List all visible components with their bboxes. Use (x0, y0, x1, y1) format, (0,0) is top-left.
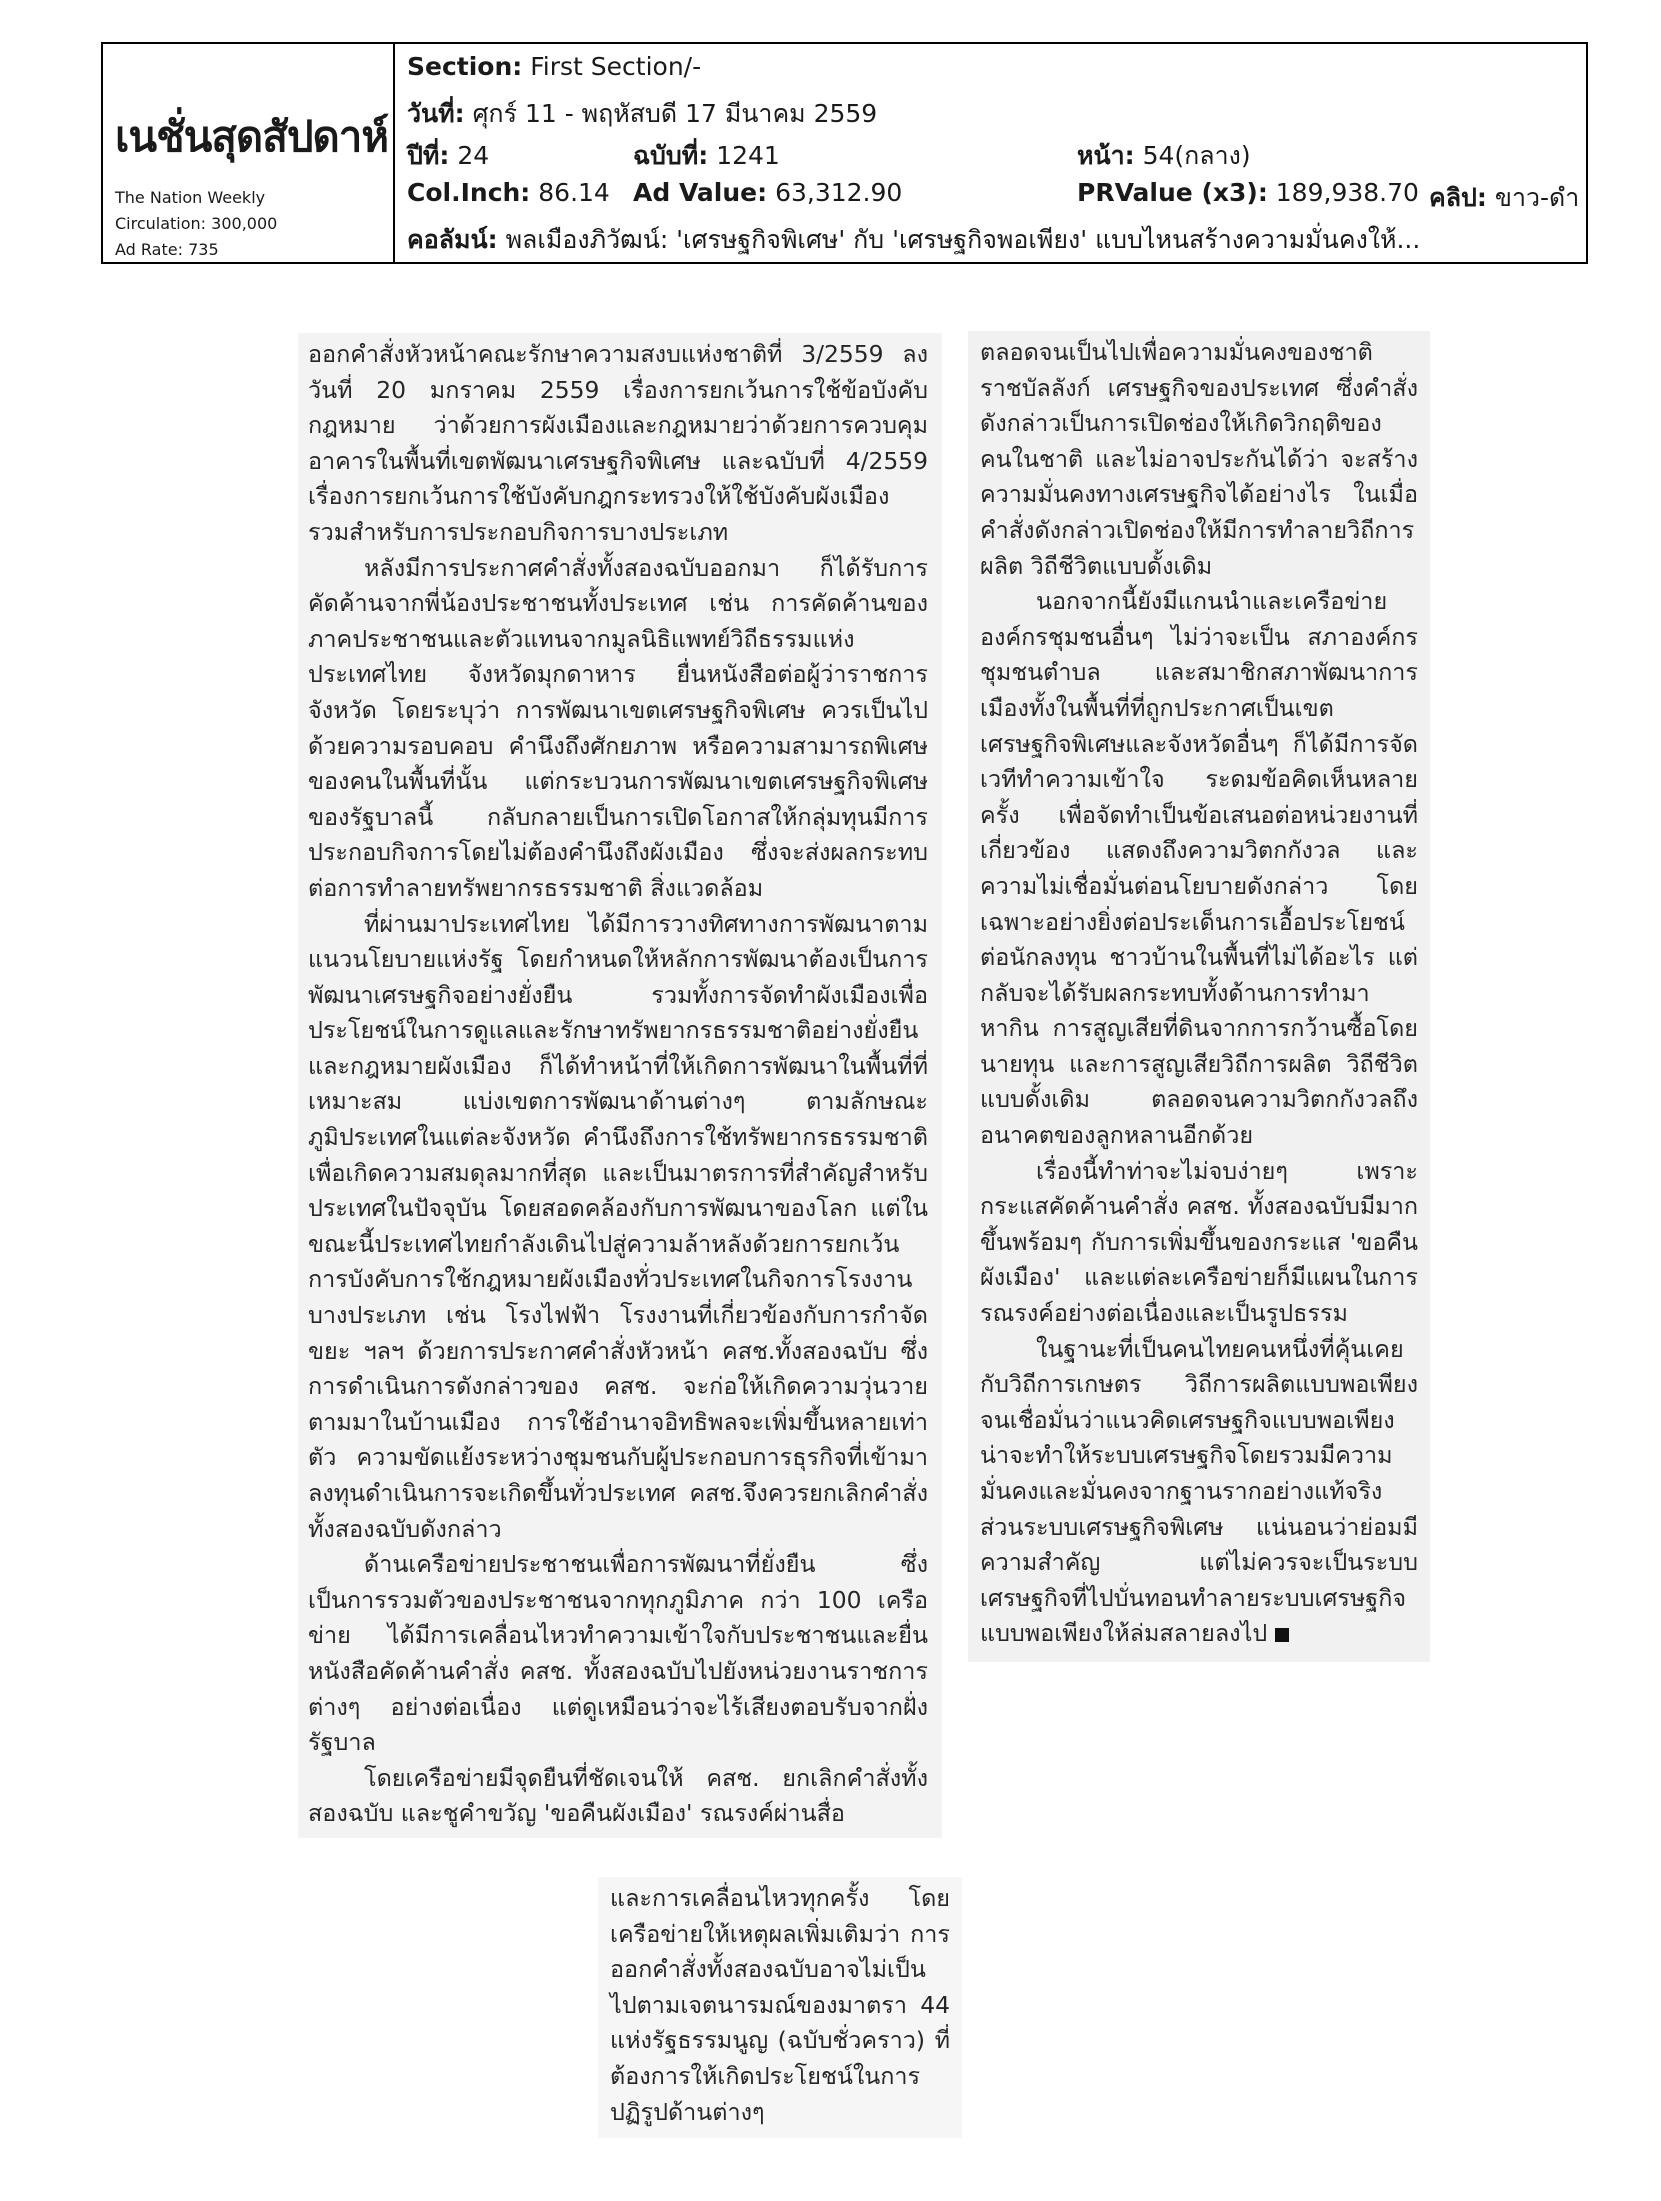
article-paragraph (980, 1332, 1418, 1652)
date-line (407, 94, 877, 134)
section-line (407, 52, 701, 81)
page-line (1077, 136, 1251, 176)
clip-line (1429, 178, 1579, 218)
circulation-value: 300,000 (211, 214, 278, 233)
column-value: พลเมืองภิวัฒน์: 'เศรษฐกิจพิเศษ' กับ 'เศรษฐกิจพอเพียง' แบบไหนสร้างความมั่นคงให้... (505, 225, 1421, 254)
colinch-label: Col.Inch: (407, 178, 531, 207)
advalue-line (633, 178, 902, 207)
issue-value: 1241 (716, 141, 780, 170)
article-column-1-continuation (598, 1877, 962, 2138)
column-line (407, 220, 1420, 260)
advalue-value: 63,312.90 (775, 178, 903, 207)
article-paragraph: นอกจากนี้ยังมีแกนนำและเครือข่ายองค์กรชุมชนอื่นๆ ไม่ว่าจะเป็น สภาองค์กรชุมชนตำบล และสมาชิกสภาพัฒนาการเมืองทั้งในพื้นที่ที่ถูกประกาศเป็นเขตเศรษฐกิจพิเศษและจังหวัดอื่นๆ ก็ได้มีการจัดเวทีทำความเข้าใจ ระดมข้อคิดเห็นหลายครั้ง เพื่อจัดทำเป็นข้อเสนอต่อหน่วยงานที่เกี่ยวข้อง แสดงถึงความวิตกกังวล และความไม่เชื่อมั่นต่อนโยบายดังกล่าว โดยเฉพาะอย่างยิ่งต่อประเด็นการเอื้อประโยชน์ต่อนักลงทุน ชาวบ้านในพื้นที่ไม่ได้อะไร แต่กลับจะได้รับผลกระทบทั้งด้านการทำมาหากิน การสูญเสียที่ดินจากการกว้านซื้อโดยนายทุน และการสูญเสียวิถีการผลิต วิถีชีวิตแบบดั้งเดิม ตลอดจนความวิตกกังวลถึงอนาคตของลูกหลานอีกด้วย (980, 587, 1418, 1150)
article-paragraph: ที่ผ่านมาประเทศไทย ได้มีการวางทิศทางการพัฒนาตามแนวนโยบายแห่งรัฐ โดยกำหนดให้หลักการพัฒนาต้องเป็นการพัฒนาเศรษฐกิจอย่างยั่งยืน รวมทั้งการจัดทำผังเมืองเพื่อประโยชน์ในการดูแลและรักษาทรัพยากรธรรมชาติอย่างยั่งยืน และกฎหมายผังเมือง ก็ได้ทำหน้าที่ให้เกิดการพัฒนาในพื้นที่ที่เหมาะสม แบ่งเขตการพัฒนาด้านต่างๆ ตามลักษณะภูมิประเทศในแต่ละจังหวัด คำนึงถึงการใช้ทรัพยากรธรรมชาติเพื่อเกิดความสมดุลมากที่สุด และเป็นมาตรการที่สำคัญสำหรับประเทศในปัจจุบัน โดยสอดคล้องกับการพัฒนาของโลก แต่ในขณะนี้ประเทศไทยกำลังเดินไปสู่ความล้าหลังด้วยการยกเว้นการบังคับการใช้กฎหมายผังเมืองทั่วประเทศในกิจการโรงงานบางประเภท เช่น โรงไฟฟ้า โรงงานที่เกี่ยวข้องกับการกำจัดขยะ ฯลฯ ด้วยการประกาศคำสั่งหัวหน้า คสช.ทั้งสองฉบับ ซึ่งการดำเนินการดังกล่าวของ คสช. จะก่อให้เกิดความวุ่นวายตามมาในบ้านเมือง การใช้อำนาจอิทธิพลจะเพิ่มขึ้นหลายเท่าตัว ความขัดแย้งระหว่างชุมชนกับผู้ประกอบการธุรกิจที่เข้ามาลงทุนดำเนินการจะเกิดขึ้นทั่วประเทศ คสช.จึงควรยกเลิกคำสั่งทั้งสองฉบับดังกล่าว (308, 909, 928, 1543)
publication-panel (103, 44, 395, 262)
prvalue-value: 189,938.70 (1275, 178, 1419, 207)
date-label: วันที่: (407, 99, 465, 128)
article-paragraph: โดยเครือข่ายมีจุดยืนที่ชัดเจนให้ คสช. ยกเลิกคำสั่งทั้งสองฉบับ และชูคำขวัญ 'ขอคืนผังเมือง' รณรงค์ผ่านสื่อ (308, 1763, 928, 1828)
ad-rate-label: Ad Rate: (115, 240, 183, 259)
article-column-1 (298, 333, 942, 1838)
date-value: ศุกร์ 11 - พฤหัสบดี 17 มีนาคม 2559 (472, 99, 878, 128)
article-column-2 (968, 331, 1430, 1662)
clip-label: คลิป: (1429, 183, 1487, 212)
article-paragraph: เรื่องนี้ทำท่าจะไม่จบง่ายๆ เพราะกระแสคัดค้านคำสั่ง คสช. ทั้งสองฉบับมีมากขึ้นพร้อมๆ กับการเพิ่มขึ้นของกระแส 'ขอคืนผังเมือง' และแต่ละเครือข่ายก็มีแผนในการรณรงค์อย่างต่อเนื่องและเป็นรูปธรรม (980, 1156, 1418, 1328)
clipping-metadata (407, 44, 1586, 262)
clipping-header (101, 42, 1588, 264)
clip-value: ขาว-ดำ (1494, 183, 1580, 212)
ad-rate (115, 240, 219, 259)
article-paragraph: และการเคลื่อนไหวทุกครั้ง โดยเครือข่ายให้เหตุผลเพิ่มเติมว่า การออกคำสั่งทั้งสองฉบับอาจไม่เป็นไปตามเจตนารมณ์ของมาตรา 44 แห่งรัฐธรรมนูญ (ฉบับชั่วคราว) ที่ต้องการให้เกิดประโยชน์ในการปฏิรูปด้านต่างๆ (610, 1884, 950, 2126)
publication-english-name: The Nation Weekly (115, 188, 266, 207)
article-paragraph: หลังมีการประกาศคำสั่งทั้งสองฉบับออกมา ก็ได้รับการคัดค้านจากพี่น้องประชาชนทั้งประเทศ เช่น การคัดค้านของภาคประชาชนและตัวแทนจากมูลนิธิแพทย์วิถีธรรมแห่งประเทศไทย จังหวัดมุกดาหาร ยื่นหนังสือต่อผู้ว่าราชการจังหวัด โดยระบุว่า การพัฒนาเขตเศรษฐกิจพิเศษ ควรเป็นไปด้วยความรอบคอบ คำนึงถึงศักยภาพ หรือความสามารถพิเศษของคนในพื้นที่นั้น แต่กระบวนการพัฒนาเขตเศรษฐกิจพิเศษของรัฐบาลนี้ กลับกลายเป็นการเปิดโอกาสให้กลุ่มทุนมีการประกอบกิจการโดยไม่ต้องคำนึงถึงผังเมือง ซึ่งจะส่งผลกระทบต่อการทำลายทรัพยากรธรรมชาติ สิ่งแวดล้อม (308, 553, 928, 902)
circulation (115, 214, 277, 233)
article-last-paragraph-text: ในฐานะที่เป็นคนไทยคนหนึ่งที่คุ้นเคยกับวิถีการเกษตร วิถีการผลิตแบบพอเพียง จนเชื่อมั่นว่าแนวคิดเศรษฐกิจแบบพอเพียง น่าจะทำให้ระบบเศรษฐกิจโดยรวมมีความมั่นคงและมั่นคงจากฐานรากอย่างแท้จริง ส่วนระบบเศรษฐกิจพิเศษ แน่นอนว่าย่อมมีความสำคัญ แต่ไม่ควรจะเป็นระบบเศรษฐกิจที่ไปบั่นทอนทำลายระบบเศรษฐกิจแบบพอเพียงให้ล่มสลายลงไป (980, 1334, 1418, 1648)
end-of-article-mark (1275, 1628, 1289, 1642)
year-label: ปีที่: (407, 141, 450, 170)
prvalue-line (1077, 178, 1419, 207)
issue-label: ฉบับที่: (633, 141, 709, 170)
publication-name: เนชั่นสุดสัปดาห์ (115, 112, 389, 161)
page-label: หน้า: (1077, 141, 1135, 170)
circulation-label: Circulation: (115, 214, 207, 233)
section-value: First Section/- (530, 52, 702, 81)
colinch-line (407, 178, 610, 207)
column-label: คอลัมน์: (407, 225, 498, 254)
year-line (407, 136, 489, 176)
ad-rate-value: 735 (188, 240, 219, 259)
article-paragraph: ออกคำสั่งหัวหน้าคณะรักษาความสงบแห่งชาติที่ 3/2559 ลงวันที่ 20 มกราคม 2559 เรื่องการยกเว้นการใช้ข้อบังคับกฎหมาย ว่าด้วยการผังเมืองและกฎหมายว่าด้วยการควบคุมอาคารในพื้นที่เขตพัฒนาเศรษฐกิจพิเศษ และฉบับที่ 4/2559 เรื่องการยกเว้นการใช้บังคับกฎกระทรวงให้ใช้บังคับผังเมืองรวมสำหรับการประกอบกิจการบางประเภท (308, 340, 928, 546)
section-label: Section: (407, 52, 523, 81)
advalue-label: Ad Value: (633, 178, 768, 207)
year-value: 24 (457, 141, 490, 170)
issue-line (633, 136, 780, 176)
article-paragraph: ตลอดจนเป็นไปเพื่อความมั่นคงของชาติ ราชบัลลังก์ เศรษฐกิจของประเทศ ซึ่งคำสั่งดังกล่าวเป็นการเปิดช่องให้เกิดวิกฤติของคนในชาติ และไม่อาจประกันได้ว่า จะสร้างความมั่นคงทางเศรษฐกิจได้อย่างไร ในเมื่อคำสั่งดังกล่าวเปิดช่องให้มีการทำลายวิถีการผลิต วิถีชีวิตแบบดั้งเดิม (980, 338, 1418, 580)
page-value: 54(กลาง) (1142, 141, 1251, 170)
article-paragraph: ด้านเครือข่ายประชาชนเพื่อการพัฒนาที่ยั่งยืน ซึ่งเป็นการรวมตัวของประชาชนจากทุกภูมิภาค กว่า 100 เครือข่าย ได้มีการเคลื่อนไหวทำความเข้าใจกับประชาชนและยื่นหนังสือคัดค้านคำสั่ง คสช. ทั้งสองฉบับไปยังหน่วยงานราชการต่างๆ อย่างต่อเนื่อง แต่ดูเหมือนว่าจะไร้เสียงตอบรับจากฝั่งรัฐบาล (308, 1550, 928, 1757)
prvalue-label: PRValue (x3): (1077, 178, 1268, 207)
colinch-value: 86.14 (538, 178, 610, 207)
